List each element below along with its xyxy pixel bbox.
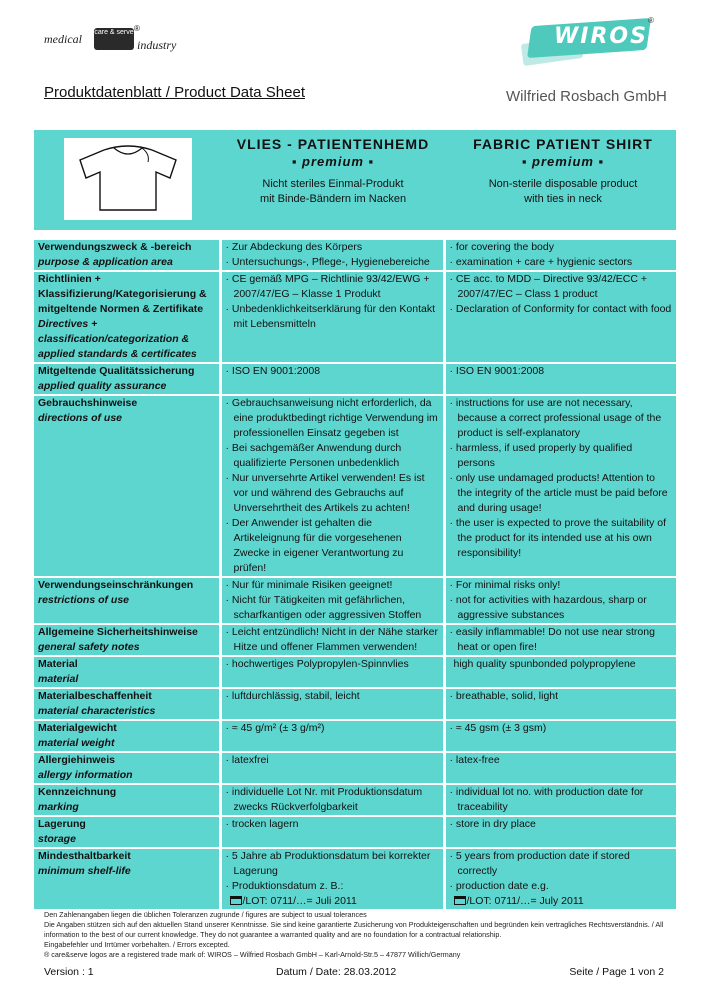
label-en: allergy information	[38, 769, 133, 781]
value-en	[444, 784, 676, 816]
company-name: Wilfried Rosbach GmbH	[506, 88, 667, 105]
value-en	[444, 363, 676, 395]
page-title: Produktdatenblatt / Product Data Sheet	[44, 84, 305, 101]
table-row	[34, 395, 676, 577]
row-label	[34, 624, 220, 656]
row-label	[34, 271, 220, 363]
list-item: · easily inflammable! Do not use near strong heat or open fire!	[449, 626, 655, 653]
row-label	[34, 577, 220, 624]
list-item: · Leicht entzündlich! Nicht in der Nähe starker Hitze und offener Flammen verwenden!	[225, 626, 438, 653]
label-en: applied quality assurance	[38, 380, 167, 392]
logo-care-serve-box: care & serve	[94, 28, 134, 50]
table-row	[34, 656, 676, 688]
product-name-en: FABRIC PATIENT SHIRT	[473, 136, 653, 152]
lot-example-text: /LOT: 0711/…= Juli 2011	[242, 895, 357, 907]
list-item: · Der Anwender ist gehalten die Artikeleignung für die vorgesehenen Zwecke in eigener Verantwortung zu prüfen!	[225, 517, 404, 574]
list-item: · 5 years from production date if stored correctly	[449, 850, 630, 877]
list-item: · latexfrei	[225, 754, 269, 766]
label-de: Verwendungszweck & -bereich	[38, 241, 192, 253]
row-label	[34, 688, 220, 720]
value-en	[444, 395, 676, 577]
value-de	[220, 271, 444, 363]
row-label	[34, 752, 220, 784]
label-en: directions of use	[38, 412, 123, 424]
label-en: general safety notes	[38, 641, 140, 653]
logo-industry-text: industry	[137, 38, 177, 52]
list-item: · Declaration of Conformity for contact with food	[449, 303, 672, 315]
value-en	[444, 656, 676, 688]
banner-english	[454, 136, 672, 207]
lot-example	[450, 894, 673, 909]
table-row	[34, 720, 676, 752]
list-item: · for covering the body	[449, 241, 554, 253]
table-row	[34, 752, 676, 784]
table-row	[34, 271, 676, 363]
list-item: · individuelle Lot Nr. mit Produktionsdatum zwecks Rückverfolgbarkeit	[225, 786, 423, 813]
list-item: · Nur für minimale Risiken geeignet!	[225, 579, 393, 591]
value-en	[444, 239, 676, 271]
list-item: · individual lot no. with production date for traceability	[449, 786, 644, 813]
label-de: Richtlinien + Klassifizierung/Kategorisierung & mitgeltende Normen & Zertifikate	[38, 273, 207, 315]
value-de	[220, 395, 444, 577]
table-row	[34, 688, 676, 720]
list-item: · Zur Abdeckung des Körpers	[225, 241, 363, 253]
version-label: Version : 1	[44, 966, 94, 978]
list-item: · the user is expected to prove the suitability of the product for its intended use at his own responsibility!	[449, 517, 667, 559]
logo-medical-text: medical	[44, 32, 82, 46]
note-line: Die Angaben stützen sich auf den aktuellen Stand unserer Kenntnisse. Sie sind keine garantierte Zusicherung von Produkteigenschaften und begründen kein vertragliches Rechtsverständnis. / All information to the best of our current knowledge. They do not guarantee a warranted quality and are no foundation for a contractual relationship.	[44, 920, 664, 939]
product-grade-de: ▪ premium ▪	[291, 154, 375, 169]
label-de: Materialgewicht	[38, 722, 117, 734]
value-de	[220, 784, 444, 816]
wiros-logo-text: WIROS	[554, 24, 648, 49]
list-item: · luftdurchlässig, stabil, leicht	[225, 690, 360, 702]
value-de	[220, 720, 444, 752]
package-date-icon	[230, 896, 242, 905]
value-de	[220, 363, 444, 395]
row-label	[34, 363, 220, 395]
list-item: · For minimal risks only!	[449, 579, 561, 591]
label-de: Lagerung	[38, 818, 86, 830]
list-item: · examination + care + hygienic sectors	[449, 256, 633, 268]
list-item: · Unbedenklichkeitserklärung für den Kontakt mit Lebensmitteln	[225, 303, 436, 330]
lot-example	[226, 894, 439, 909]
row-label	[34, 848, 220, 909]
label-de: Material	[38, 658, 78, 670]
value-de	[220, 752, 444, 784]
lot-example-text: /LOT: 0711/…= July 2011	[466, 895, 584, 907]
product-desc-en: Non-sterile disposable product with ties in neck	[488, 178, 638, 205]
label-en: material characteristics	[38, 705, 156, 717]
value-de	[220, 848, 444, 909]
list-item: · only use undamaged products! Attention to the integrity of the article must be paid before and during usage!	[449, 472, 668, 514]
table-row	[34, 848, 676, 909]
label-de: Kennzeichnung	[38, 786, 117, 798]
note-line: ® care&serve logos are a registered trade mark of: WIROS – Wilfried Rosbach GmbH – Karl-Arnold-Str.5 – 47877 Willich/Germany	[44, 950, 461, 959]
list-item: · ISO EN 9001:2008	[449, 365, 545, 377]
care-serve-logo	[44, 26, 216, 56]
list-item: · CE gemäß MPG – Richtlinie 93/42/EWG + 2007/47/EG – Klasse 1 Produkt	[225, 273, 430, 300]
product-desc-de: Nicht steriles Einmal-Produkt mit Binde-Bändern im Nacken	[259, 178, 407, 205]
list-item: · store in dry place	[449, 818, 536, 830]
table-row	[34, 784, 676, 816]
label-de: Mindesthaltbarkeit	[38, 850, 131, 862]
wiros-registered-mark: ®	[648, 16, 654, 25]
list-item: · Nicht für Tätigkeiten mit gefährlichen, scharfkantigen oder aggressiven Stoffen	[225, 594, 422, 621]
table-row	[34, 624, 676, 656]
list-item: · Bei sachgemäßer Anwendung durch qualifizierte Personen unbedenklich	[225, 442, 402, 469]
shirt-outline-icon	[64, 138, 192, 220]
value-en	[444, 720, 676, 752]
row-label	[34, 239, 220, 271]
list-item: · not for activities with hazardous, sharp or aggressive substances	[449, 594, 647, 621]
list-item: · Nur unversehrte Artikel verwenden! Es ist vor und während des Gebrauchs auf Unversehrtheit des Artikels zu achten!	[225, 472, 425, 514]
list-item: high quality spunbonded polypropylene	[453, 658, 636, 670]
row-label	[34, 816, 220, 848]
date-label: Datum / Date: 28.03.2012	[276, 966, 397, 978]
table-row	[34, 363, 676, 395]
list-item: · hochwertiges Polypropylen-Spinnvlies	[225, 658, 409, 670]
label-en: minimum shelf-life	[38, 865, 131, 877]
value-en	[444, 816, 676, 848]
list-item: · CE acc. to MDD – Directive 93/42/ECC + 2007/47/EC – Class 1 product	[449, 273, 648, 300]
list-item: · Gebrauchsanweisung nicht erforderlich, da eine produktbedingt richtige Verwendung im professionellen Einsatz gegeben ist	[225, 397, 438, 439]
row-label	[34, 656, 220, 688]
label-de: Allgemeine Sicherheitshinweise	[38, 626, 198, 638]
label-en: Directives + classification/categorization & applied standards & certificates	[38, 318, 197, 360]
label-en: material weight	[38, 737, 115, 749]
list-item: · 5 Jahre ab Produktionsdatum bei korrekter Lagerung	[225, 850, 431, 877]
note-line: Den Zahlenangaben liegen die üblichen Toleranzen zugrunde / figures are subject to usual tolerances	[44, 910, 367, 919]
product-name-de: VLIES - PATIENTENHEMD	[236, 136, 430, 152]
product-grade-en: ▪ premium ▪	[521, 154, 605, 169]
value-de	[220, 656, 444, 688]
row-label	[34, 395, 220, 577]
list-item: · instructions for use are not necessary, because a correct professional usage of the product is self-explanatory	[449, 397, 662, 439]
package-date-icon	[454, 896, 466, 905]
value-de	[220, 624, 444, 656]
value-en	[444, 271, 676, 363]
list-item: · production date e.g.	[449, 880, 549, 892]
banner-german	[224, 136, 442, 207]
label-en: storage	[38, 833, 76, 845]
list-item: · breathable, solid, light	[449, 690, 559, 702]
list-item: · ≈ 45 gsm (± 3 gsm)	[449, 722, 547, 734]
list-item: · Untersuchungs-, Pflege-, Hygienebereiche	[225, 256, 430, 268]
table-row	[34, 577, 676, 624]
value-de	[220, 816, 444, 848]
value-en	[444, 577, 676, 624]
value-de	[220, 577, 444, 624]
wiros-logo	[508, 10, 668, 80]
list-item: · ISO EN 9001:2008	[225, 365, 321, 377]
note-line: Eingabefehler und Irrtümer vorbehalten. / Errors excepted.	[44, 940, 230, 949]
row-label	[34, 784, 220, 816]
value-de	[220, 239, 444, 271]
label-en: marking	[38, 801, 79, 813]
value-de	[220, 688, 444, 720]
list-item: · latex-free	[449, 754, 500, 766]
value-en	[444, 688, 676, 720]
value-en	[444, 624, 676, 656]
list-item: · harmless, if used properly by qualified persons	[449, 442, 633, 469]
logo-registered-mark: ®	[134, 24, 140, 33]
value-en	[444, 752, 676, 784]
label-de: Allergiehinweis	[38, 754, 116, 766]
label-en: material	[38, 673, 79, 685]
label-en: purpose & application area	[38, 256, 173, 268]
row-label	[34, 720, 220, 752]
list-item: · ≈ 45 g/m² (± 3 g/m²)	[225, 722, 325, 734]
label-de: Materialbeschaffenheit	[38, 690, 152, 702]
product-banner	[34, 130, 676, 230]
footer-notes	[44, 910, 674, 960]
list-item: · trocken lagern	[225, 818, 299, 830]
table-row	[34, 816, 676, 848]
label-de: Gebrauchshinweise	[38, 397, 138, 409]
label-de: Mitgeltende Qualitätssicherung	[38, 365, 195, 377]
page-number: Seite / Page 1 von 2	[569, 966, 664, 978]
label-en: restrictions of use	[38, 594, 130, 606]
table-row	[34, 239, 676, 271]
spec-table	[34, 238, 676, 909]
label-de: Verwendungseinschränkungen	[38, 579, 194, 591]
value-en	[444, 848, 676, 909]
list-item: · Produktionsdatum z. B.:	[225, 880, 344, 892]
